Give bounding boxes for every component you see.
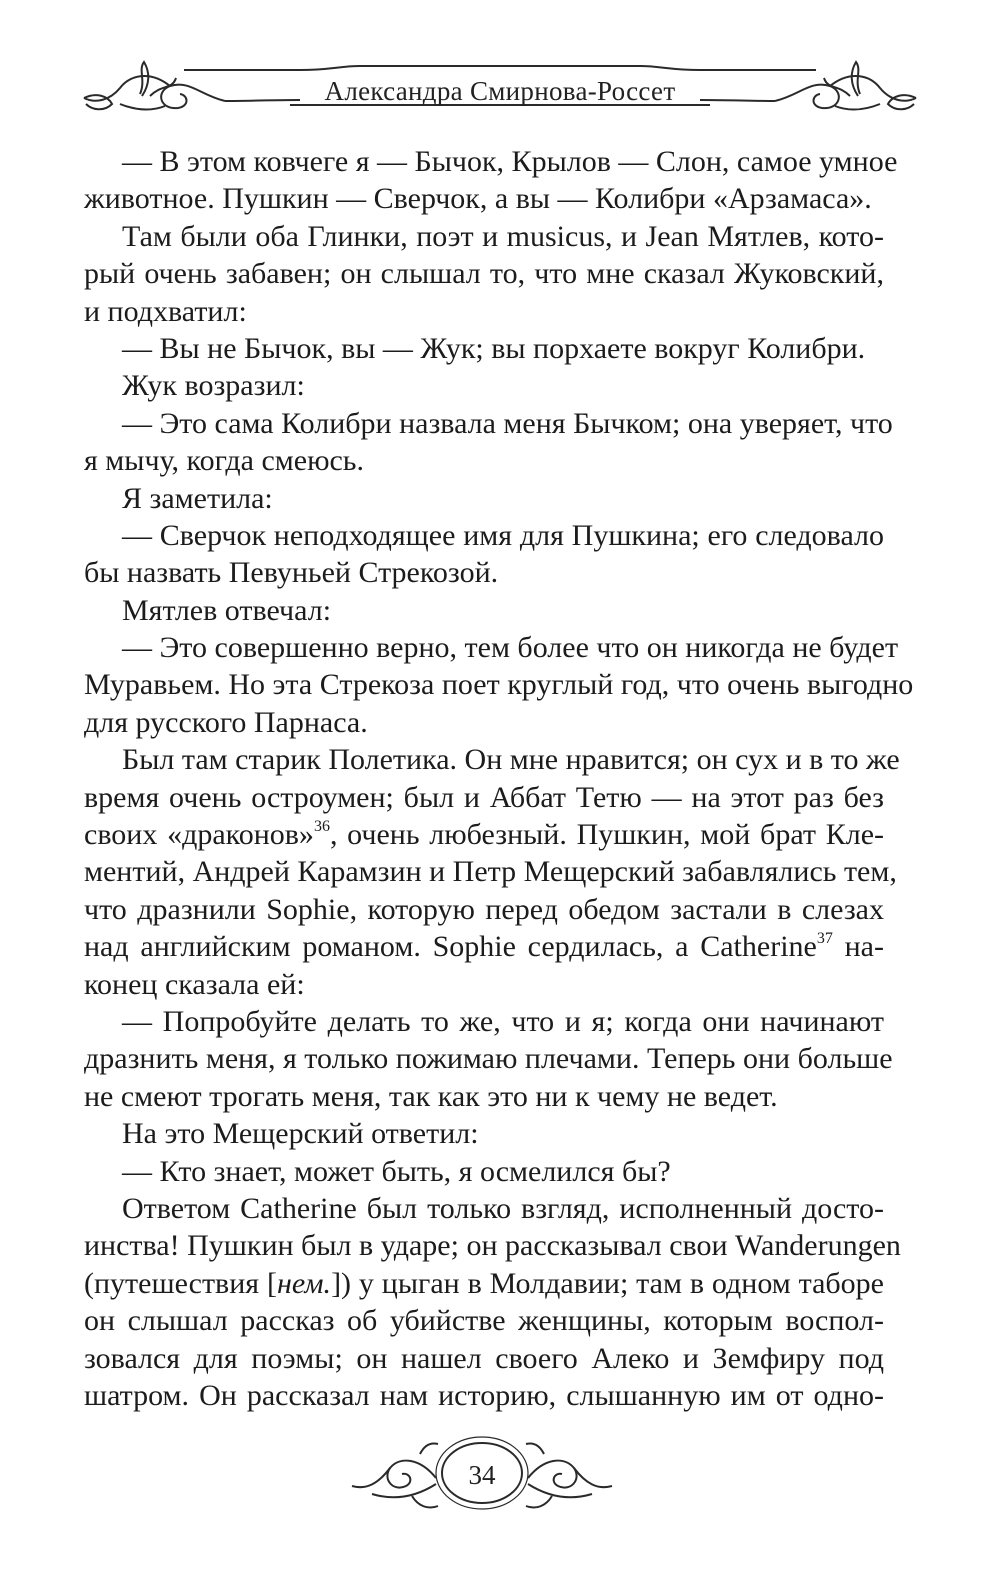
- text-segment: над английским романом. Sophie сердилась, а Catherine: [84, 930, 817, 964]
- text-segment: , очень любезный. Пушкин, мой брат Кле-: [329, 818, 884, 852]
- text-line: Я заметила:: [122, 481, 273, 515]
- text-line: инства! Пушкин был в ударе; он рассказывал свои Wanderungen: [84, 1229, 901, 1263]
- text-line: [84, 1265, 884, 1302]
- text-line: Там были оба Глинки, поэт и musicus, и Jean Мятлев, кото-: [122, 219, 884, 253]
- text-line: я мычу, когда смеюсь.: [84, 444, 364, 478]
- text-line: Ответом Catherine был только взгляд, исполненный досто-: [122, 1191, 884, 1225]
- text-line: [84, 816, 884, 853]
- text-line: дразнить меня, я только пожимаю плечами. Теперь они больше: [84, 1042, 893, 1076]
- text-line: животное. Пушкин — Сверчок, а вы — Колибри «Арзамаса».: [84, 182, 872, 216]
- text-line: — Это совершенно верно, тем более что он никогда не будет: [122, 631, 899, 665]
- running-title: Александра Смирнова-Россет: [324, 76, 676, 106]
- text-line: конец сказала ей:: [84, 967, 305, 1001]
- text-line: Был там старик Полетика. Он мне нравится; он сух и в то же: [122, 743, 900, 777]
- body-text: [84, 143, 914, 1414]
- text-line: — Кто знает, может быть, я осмелился бы?: [122, 1154, 671, 1188]
- page-footer: [0, 1418, 1000, 1528]
- page-header: [0, 0, 1000, 150]
- text-line: что дразнили Sophie, которую перед обедом застали в слезах: [84, 892, 884, 926]
- footnote-ref-37: 37: [816, 930, 833, 948]
- text-line: и подхватил:: [84, 294, 247, 328]
- text-line: для русского Парнаса.: [84, 705, 368, 739]
- text-segment: ]) у цыган в Молдавии; там в одном таборе: [331, 1266, 884, 1300]
- text-line: — Вы не Бычок, вы — Жук; вы порхаете вокруг Колибри.: [122, 331, 866, 365]
- text-line: — В этом ковчеге я — Бычок, Крылов — Слон, самое умное: [122, 145, 898, 178]
- text-segment: (путешествия [: [84, 1266, 277, 1300]
- text-line: Мятлев отвечал:: [122, 593, 332, 627]
- page-number: 34: [468, 1460, 496, 1490]
- text-line: зовался для поэмы; он нашел своего Алеко и Земфиру под: [84, 1341, 884, 1375]
- text-line: ментий, Андрей Карамзин и Петр Мещерский забавлялись тем,: [84, 855, 897, 889]
- text-line: бы назвать Певуньей Стрекозой.: [84, 556, 499, 590]
- text-line: На это Мещерский ответил:: [122, 1117, 479, 1151]
- text-line: Жук возразил:: [122, 369, 305, 403]
- text-line: он слышал рассказ об убийстве женщины, которым воспол-: [84, 1304, 884, 1338]
- text-line: рый очень забавен; он слышал то, что мне сказал Жуковский,: [84, 257, 884, 291]
- italic-abbreviation: нем.: [276, 1266, 332, 1300]
- text-line: — Сверчок неподходящее имя для Пушкина; его следовало: [122, 518, 884, 552]
- text-line: [84, 928, 884, 965]
- text-line: не смеют трогать меня, так как это ни к чему не ведет.: [84, 1079, 778, 1113]
- text-line: — Это сама Колибри назвала меня Бычком; она уверяет, что: [122, 406, 893, 440]
- footnote-ref-36: 36: [313, 818, 330, 836]
- text-line: шатром. Он рассказал нам историю, слышанную им от одно-: [84, 1378, 884, 1412]
- text-line: Муравьем. Но эта Стрекоза поет круглый год, что очень выгодно: [84, 668, 914, 702]
- text-line: время очень остроумен; был и Аббат Тетю — на этот раз без: [84, 780, 884, 814]
- text-segment: на-: [832, 930, 884, 964]
- text-line: — Попробуйте делать то же, что и я; когда они начинают: [122, 1004, 884, 1038]
- text-segment: своих «драконов»: [84, 818, 314, 852]
- ornamental-header-frame: [0, 0, 1000, 150]
